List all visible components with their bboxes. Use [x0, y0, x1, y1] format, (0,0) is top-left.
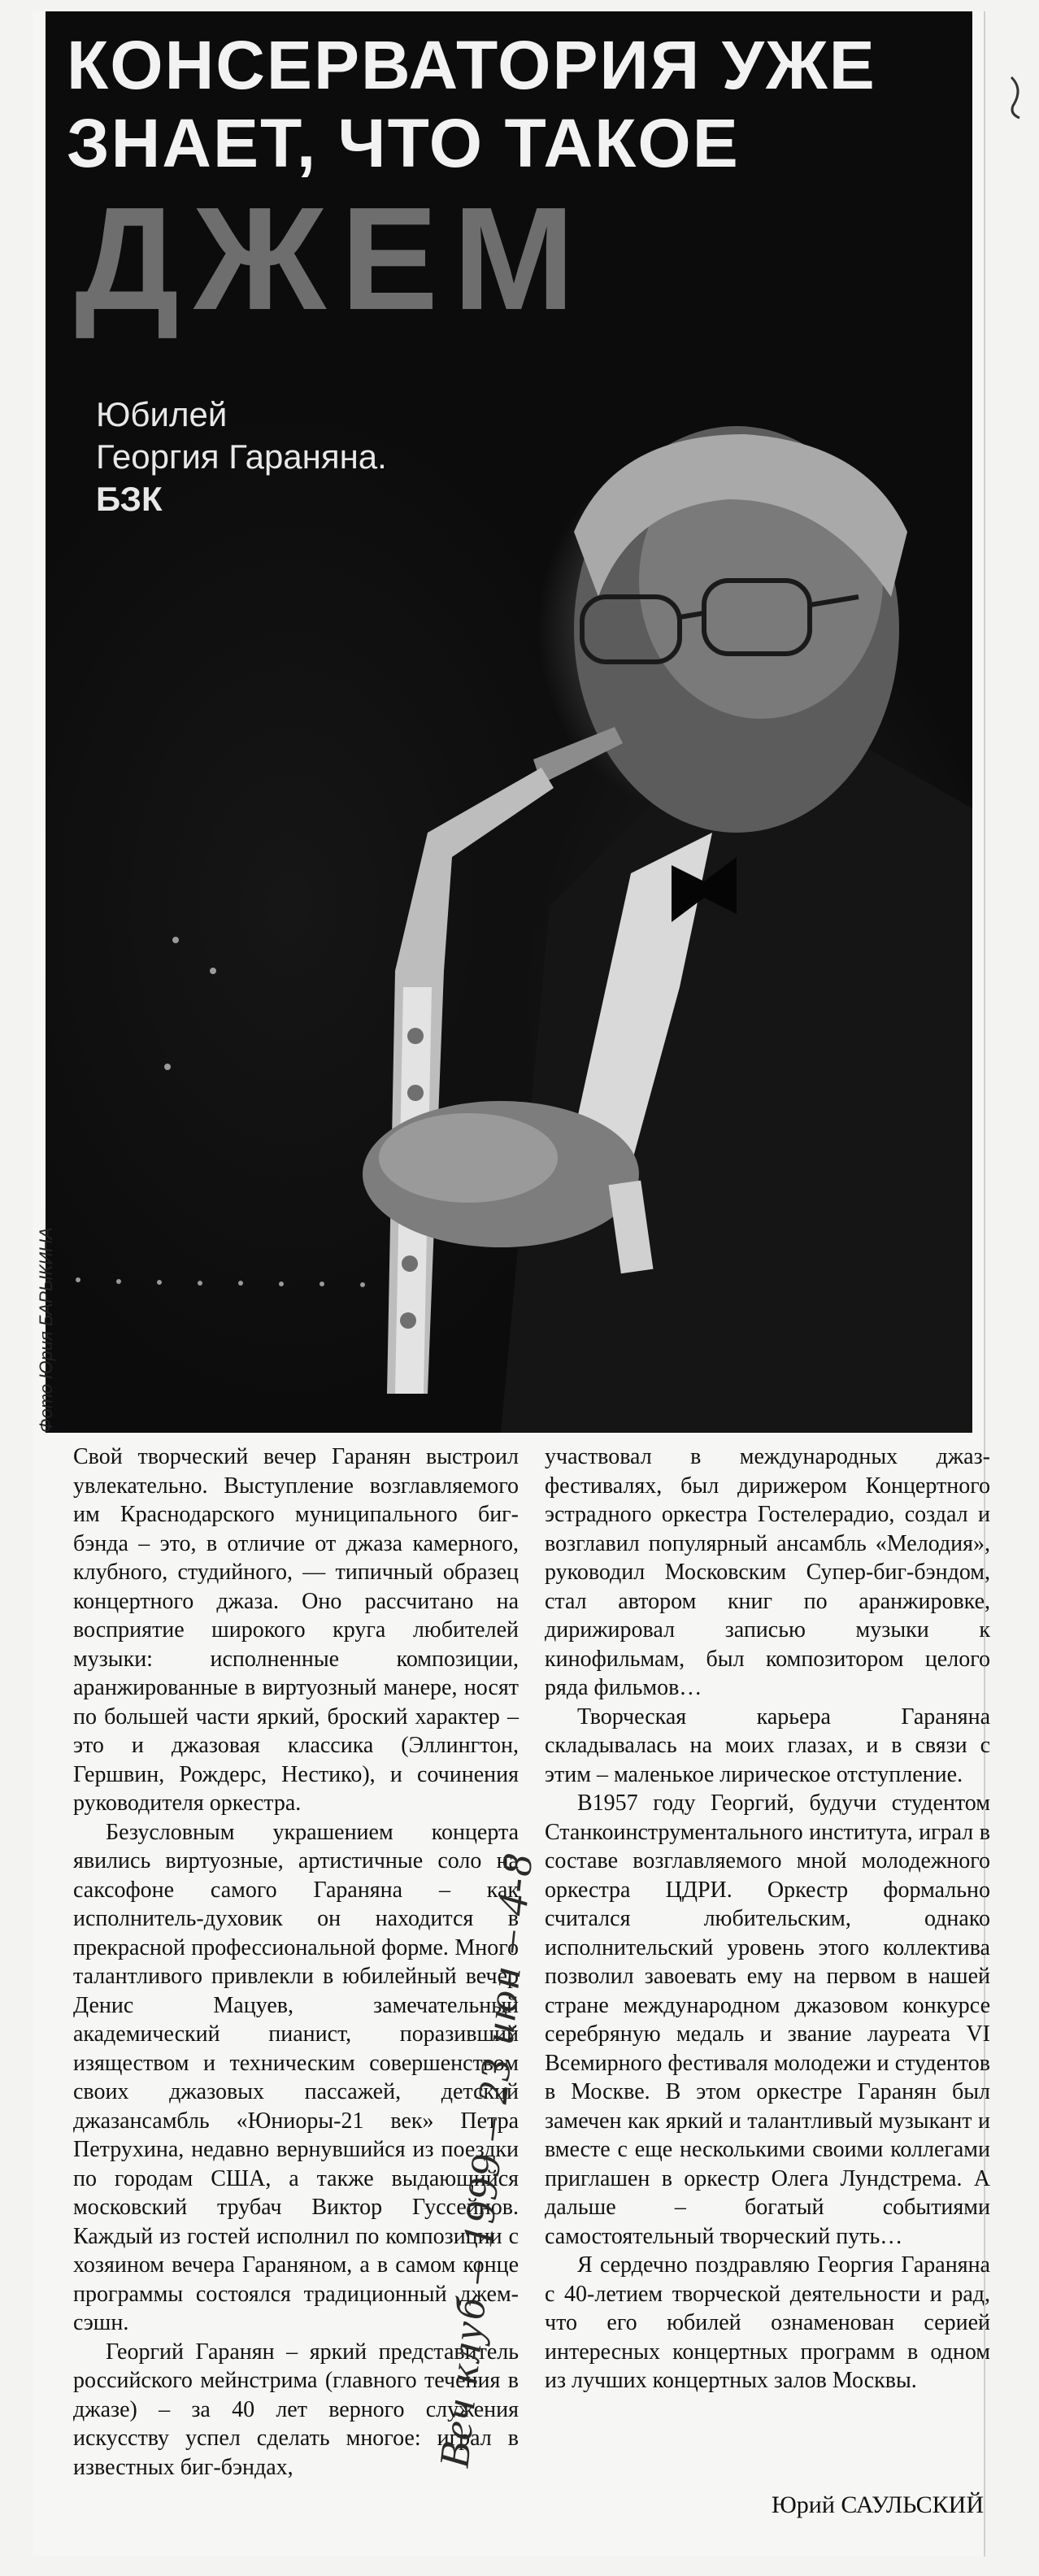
author-byline: Юрий САУЛЬСКИЙ	[771, 2491, 984, 2518]
headline-line-3: ДЖЕМ	[75, 177, 589, 341]
headline-line-1: КОНСЕРВАТОРИЯ УЖЕ	[67, 27, 876, 103]
kicker-line-1: Юбилей	[96, 395, 228, 433]
paragraph: Я сердечно поздравляю Георгия Гараняна с 40-летием творческой деятельности и рад, что его юбилей ознаменован серией интересных концертных программ в одном из лучших концертных залов Москвы.	[545, 2252, 990, 2393]
paragraph: участвовал в международных джаз-фестивалях, был дирижером Концертного эстрадного оркестра Гостелерадио, создал и возглавил популярный ансамбль «Мелодия», руководил Московским Супер-биг-бэндом, стал автором книг по аранжировке, дирижировал записью музыки к кинофильмам, был композитором целого ряда фильмов…	[545, 1444, 990, 1700]
scan-edge-mark	[1003, 73, 1036, 122]
paragraph: В1957 году Георгий, будучи студентом Станкоинструментального института, играл в составе возглавляемого мной молодежного оркестра ЦДРИ. Оркестр формально считался любительским, однако исполнительский уровень этого коллектива позволил завоевать ему на первом в нашей стране международном джазовом конкурсе серебряную медаль и звание лауреата VI Всемирного фестиваля молодежи и студентов в Москве. В этом оркестре Гаранян был замечен как яркий и талантливый музыкант и вместе с еще несколькими своими коллегами приглашен в оркестр Олега Лундстрема. А дальше – богатый событиями самостоятельный творческий путь…	[545, 1791, 990, 2249]
article-photo	[46, 11, 972, 1433]
kicker-tag: БЗК	[96, 480, 163, 518]
paragraph: Георгий Гаранян – яркий представитель российского мейнстрима (главного течения в джазе) – за 40 лет верного служения искусству успел сделать многое: играл в известных биг-бэндах,	[73, 2339, 519, 2480]
paragraph: Безусловным украшением концерта явились виртуозные, артистичные соло на саксофоне самого Гараняна – как исполнитель-духовик он находится в прекрасной профессиональной форме. Много талантливого привлекли в юбилейный вечер Денис Мацуев, замечательный академический пианист, поразивший изяществом и техническим совершенством своих джазовых пассажей, детский джазансамбль «Юниоры-21 век» Петра Петрухина, недавно вернувшийся из поездки по городам США, а также выдающийся московский трубач Виктор Гуссейнов. Каждый из гостей исполнил по композиции с хозяином вечера Гараняном, а в самом конце программы состоялся традиционный джем-сэшн.	[73, 1819, 519, 2335]
handwritten-note: Веч клуб – 1999 – 23 июн – 4-8	[431, 1849, 542, 2470]
headline	[67, 26, 961, 341]
photo-credit: Фото Юрия БАРЫКИНА	[36, 1227, 56, 1433]
headline-line-2: ЗНАЕТ, ЧТО ТАКОЕ	[67, 105, 740, 181]
paragraph: Творческая карьера Гараняна складывалась на моих глазах, и в связи с этим – маленькое лирическое отступление.	[545, 1704, 990, 1787]
paragraph: Свой творческий вечер Гаранян выстроил увлекательно. Выступление возглавляемого им Краснодарского муниципального биг-бэнда – это, в отличие от джаза камерного, клубного, студийного, — типичный образец концертного джаза. Оно рассчитано на восприятие широкого круга любителей музыки: исполненные композиции, аранжированные в виртуозный манере, носят по большей части яркий, броский характер – это и джазовая классика (Эллингтон, Гершвин, Рождерс, Нестико), и сочинения руководителя оркестра.	[73, 1444, 519, 1816]
kicker	[96, 394, 387, 520]
newspaper-clipping	[33, 11, 990, 2556]
kicker-line-2: Георгия Гараняна.	[96, 437, 387, 476]
column-right	[545, 1442, 990, 2395]
